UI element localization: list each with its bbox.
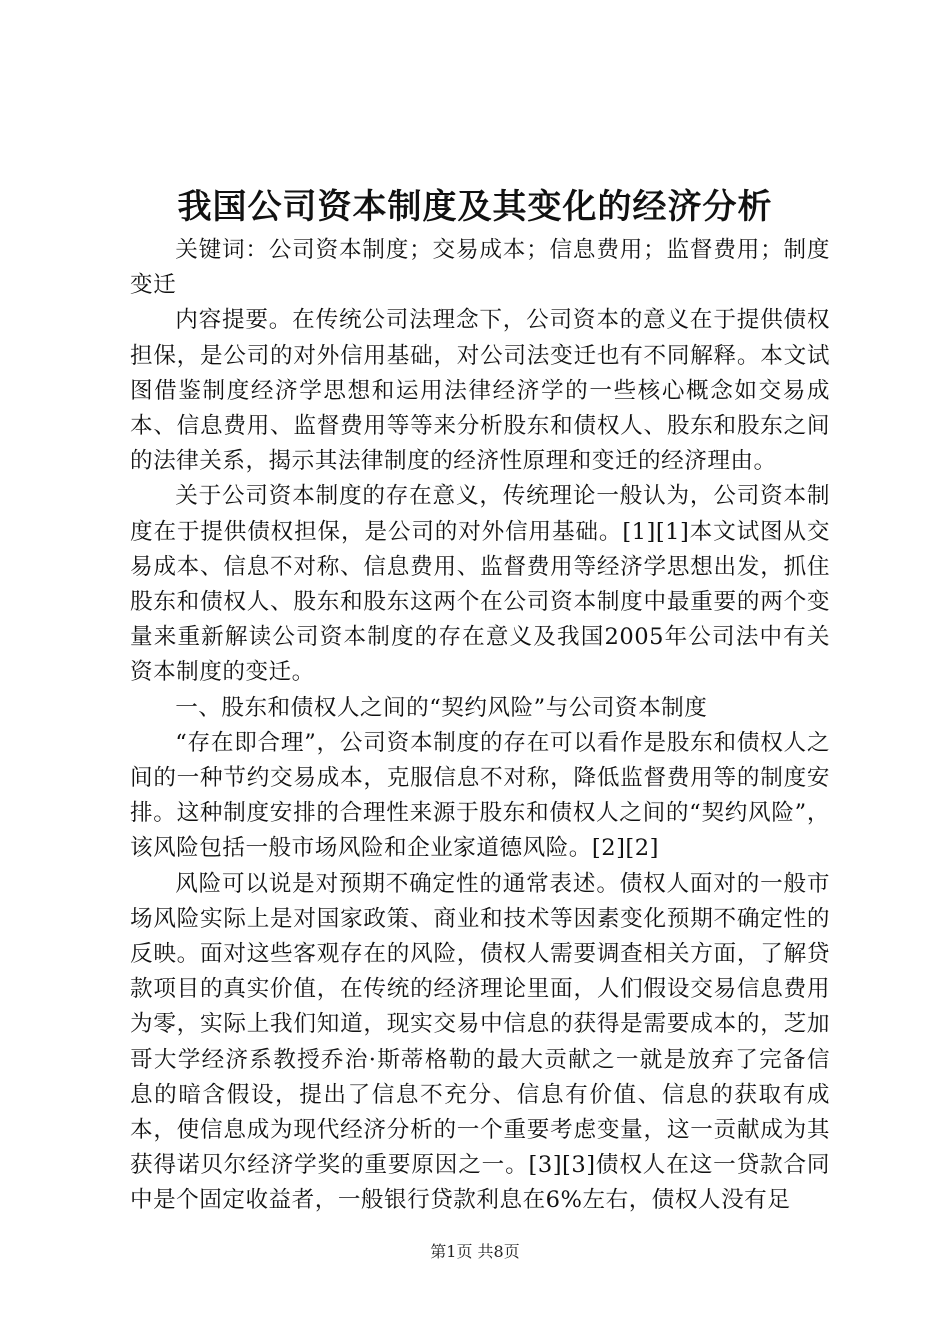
section-heading: 一、股东和债权人之间的“契约风险”与公司资本制度 (175, 694, 708, 721)
body-paragraph: 关于公司资本制度的存在意义，传统理论一般认为，公司资本制度在于提供债权担保，是公司的对外信用基础。[1][1]本文试图从交易成本、信息不对称、信息费用、监督费用等经济学思想出发，抓住股东和债权人、股东和股东这两个在公司资本制度中最重要的两个变量来重新解读公司资本制度的存在意义及我国2005年公司法中有关资本制度的变迁。 (130, 483, 830, 686)
body-paragraph: 风险可以说是对预期不确定性的通常表述。债权人面对的一般市场风险实际上是对国家政策、商业和技术等因素变化预期不确定性的反映。面对这些客观存在的风险，债权人需要调查相关方面，了解贷款项目的真实价值，在传统的经济理论里面，人们假设交易信息费用为零，实际上我们知道，现实交易中信息的获得是需要成本的，芝加哥大学经济系教授乔治·斯蒂格勒的最大贡献之一就是放弃了完备信息的暗含假设，提出了信息不充分、信息有价值、信息的获取有成本，使信息成为现代经济分析的一个重要考虑变量，这一贡献成为其获得诺贝尔经济学奖的重要原因之一。[3][3]债权人在这一贷款合同中是个固定收益者，一般银行贷款利息在6%左右，债权人没有足 (130, 870, 830, 1214)
page-number-footer: 第1页 共8页 (430, 1242, 520, 1261)
abstract-paragraph: 内容提要。在传统公司法理念下，公司资本的意义在于提供债权担保，是公司的对外信用基础，对公司法变迁也有不同解释。本文试图借鉴制度经济学思想和运用法律经济学的一些核心概念如交易成本、信息费用、监督费用等等来分析股东和债权人、股东和股东之间的法律关系，揭示其法律制度的经济性原理和变迁的经济理由。 (130, 307, 830, 475)
document-body (130, 233, 830, 1219)
document-title: 我国公司资本制度及其变化的经济分析 (177, 187, 773, 227)
body-paragraph: “存在即合理”，公司资本制度的存在可以看作是股东和债权人之间的一种节约交易成本，克服信息不对称，降低监督费用等的制度安排。这种制度安排的合理性来源于股东和债权人之间的“契约风险”，该风险包括一般市场风险和企业家道德风险。[2][2] (130, 729, 830, 862)
keywords-paragraph: 关键词：公司资本制度；交易成本；信息费用；监督费用；制度变迁 (130, 237, 830, 299)
